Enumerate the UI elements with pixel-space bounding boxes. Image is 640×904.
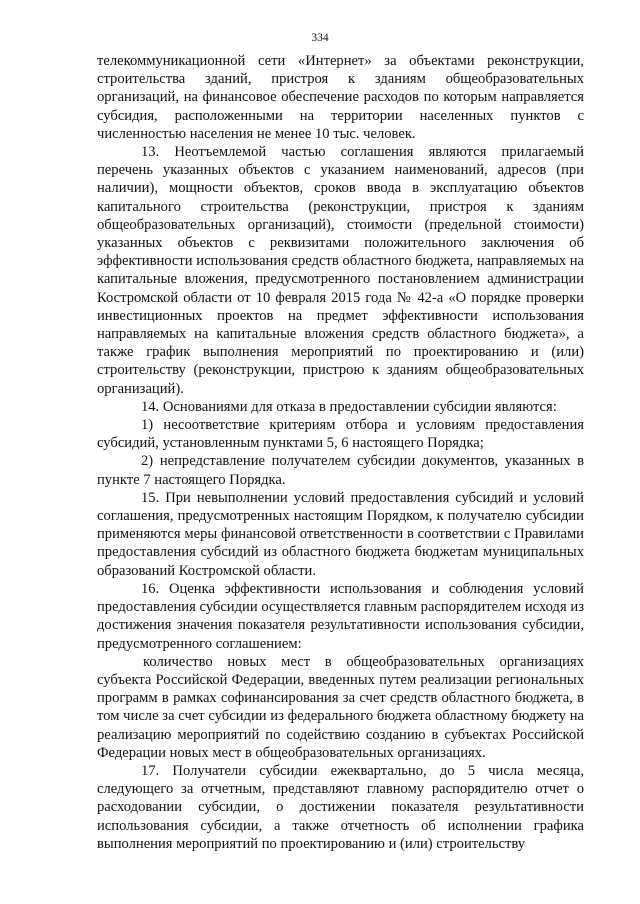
paragraph-item-17: 17. Получатели субсидии ежеквартально, до 5 числа месяца, следующего за отчетным, представляют главному распорядителю отчет о расходовании субсидии, о достижении показателя результативности использования субсидии, а также отчетность об исполнении графика выполнения мероприятий по проектированию и (или) строительству (97, 762, 584, 852)
document-body (97, 52, 584, 853)
paragraph-subitem-1: 1) несоответствие критериям отбора и условиям предоставления субсидий, установленным пунктами 5, 6 настоящего Порядка; (97, 417, 584, 452)
page-number: 334 (311, 32, 329, 44)
paragraph-indicator: количество новых мест в общеобразовательных организациях субъекта Российской Федерации, введенных путем реализации региональных программ в рамках софинансирования за счет средств областного бюджета, в том числе за счет субсидии из федерального бюджета областному бюджету на реализацию мероприятий по содействию созданию в субъектах Российской Федерации новых мест в общеобразовательных организациях. (97, 653, 584, 761)
paragraph-continuation: телекоммуникационной сети «Интернет» за объектами реконструкции, строительства зданий, пристроя к зданиям общеобразовательных организаций, на финансовое обеспечение расходов по которым направляется субсидия, расположенными на территории населенных пунктов с численностью населения не менее 10 тыс. человек. (97, 53, 584, 142)
paragraph-item-15: 15. При невыполнении условий предоставления субсидий и условий соглашения, предусмотренных настоящим Порядком, к получателю субсидии применяются меры финансовой ответственности в соответствии с Правилами предоставления субсидий из областного бюджета бюджетам муниципальных образований Костромской области. (97, 489, 584, 579)
paragraph-item-13: 13. Неотъемлемой частью соглашения являются прилагаемый перечень указанных объектов с указанием наименований, адресов (при наличии), мощности объектов, сроков ввода в эксплуатацию объектов капитального строительства (реконструкции, пристроя к зданиям общеобразовательных организаций), стоимости (предельной стоимости) указанных объектов с реквизитами положительного заключения об эффективности использования средств областного бюджета, направляемых на капитальные вложения, предусмотренного постановлением администрации Костромской области от 10 февраля 2015 года № 42-а «О порядке проверки инвестиционных проектов на предмет эффективности использования направляемых на капитальные вложения средств областного бюджета», а также график выполнения мероприятий по проектированию и (или) строительству (реконструкции, пристрою к зданиям общеобразовательных организаций). (97, 144, 584, 397)
paragraph-subitem-2: 2) непредставление получателем субсидии документов, указанных в пункте 7 настоящего Порядка. (97, 453, 584, 488)
paragraph-item-14: 14. Основаниями для отказа в предоставлении субсидии являются: (141, 398, 557, 415)
paragraph-item-16: 16. Оценка эффективности использования и соблюдения условий предоставления субсидии осуществляется главным распорядителем исходя из достижения значения показателя результативности использования субсидии, предусмотренного соглашением: (97, 580, 584, 652)
